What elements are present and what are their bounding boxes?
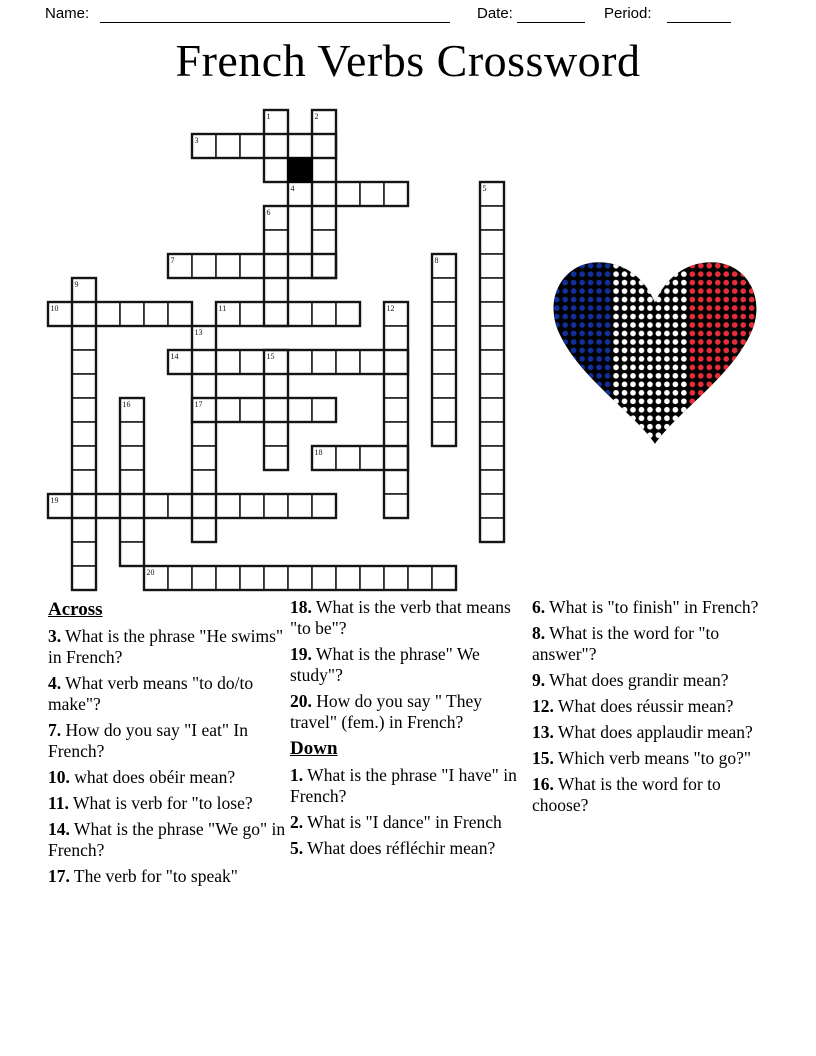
grid-cell[interactable] bbox=[432, 278, 456, 302]
clue-item-number: 13. bbox=[532, 722, 554, 742]
grid-cell[interactable] bbox=[192, 566, 216, 590]
grid-cell[interactable] bbox=[216, 134, 240, 158]
grid-cell[interactable] bbox=[240, 398, 264, 422]
clue-item: 16. What is the word for to choose? bbox=[532, 774, 721, 815]
grid-cell[interactable] bbox=[336, 350, 360, 374]
grid-cell[interactable] bbox=[72, 566, 96, 590]
grid-cell[interactable] bbox=[432, 326, 456, 350]
grid-cell[interactable] bbox=[264, 254, 288, 278]
grid-cell[interactable] bbox=[480, 326, 504, 350]
period-blank-line[interactable] bbox=[667, 6, 731, 23]
crossword-grid[interactable] bbox=[46, 108, 506, 597]
grid-cell[interactable] bbox=[216, 398, 240, 422]
grid-cell[interactable] bbox=[72, 302, 96, 326]
clue-item-number: 18. bbox=[290, 597, 312, 617]
grid-cell[interactable] bbox=[72, 494, 96, 518]
grid-cell[interactable] bbox=[240, 134, 264, 158]
grid-cell[interactable] bbox=[384, 470, 408, 494]
clue-item-number: 1. bbox=[290, 765, 304, 785]
grid-cell[interactable] bbox=[432, 566, 456, 590]
clue-number: 14 bbox=[170, 352, 179, 361]
grid-cell[interactable] bbox=[264, 374, 288, 398]
grid-cell[interactable] bbox=[432, 398, 456, 422]
clue-number: 18 bbox=[314, 448, 323, 457]
grid-cell[interactable] bbox=[312, 134, 336, 158]
page-title: French Verbs Crossword bbox=[175, 35, 641, 86]
grid-cell[interactable] bbox=[360, 566, 384, 590]
grid-cell[interactable] bbox=[168, 494, 192, 518]
grid-cell[interactable] bbox=[240, 494, 264, 518]
grid-cell[interactable] bbox=[480, 350, 504, 374]
heart-svg bbox=[544, 236, 766, 458]
clue-item: 12. What does réussir mean? bbox=[532, 696, 734, 716]
grid-cell[interactable] bbox=[336, 302, 360, 326]
grid-cell[interactable] bbox=[144, 302, 168, 326]
grid-cell[interactable] bbox=[120, 494, 144, 518]
grid-cell[interactable] bbox=[480, 254, 504, 278]
grid-cell[interactable] bbox=[72, 518, 96, 542]
clue-number: 16 bbox=[122, 400, 131, 409]
grid-cell[interactable] bbox=[312, 494, 336, 518]
grid-cell[interactable] bbox=[360, 182, 384, 206]
grid-cell[interactable] bbox=[312, 230, 336, 254]
clue-item-number: 20. bbox=[290, 691, 312, 711]
clue-item-number: 3. bbox=[48, 626, 62, 646]
grid-cell[interactable] bbox=[216, 566, 240, 590]
clue-number: 3 bbox=[194, 136, 199, 145]
grid-cell[interactable] bbox=[312, 254, 336, 278]
grid-cell[interactable] bbox=[480, 470, 504, 494]
clue-number: 15 bbox=[266, 352, 275, 361]
clue-item-number: 4. bbox=[48, 673, 62, 693]
clue-item-number: 11. bbox=[48, 793, 69, 813]
grid-cell[interactable] bbox=[96, 494, 120, 518]
grid-cell[interactable] bbox=[120, 302, 144, 326]
grid-cell[interactable] bbox=[312, 350, 336, 374]
grid-cell[interactable] bbox=[264, 494, 288, 518]
clue-item-number: 6. bbox=[532, 597, 546, 617]
grid-cell[interactable] bbox=[72, 542, 96, 566]
name-blank-line[interactable] bbox=[100, 6, 450, 23]
grid-cell[interactable] bbox=[312, 398, 336, 422]
clue-item-number: 15. bbox=[532, 748, 554, 768]
grid-cell[interactable] bbox=[240, 254, 264, 278]
grid-cell[interactable] bbox=[288, 302, 312, 326]
grid-cell[interactable] bbox=[480, 374, 504, 398]
grid-cell[interactable] bbox=[240, 350, 264, 374]
grid-cell[interactable] bbox=[192, 446, 216, 470]
grid-cell[interactable] bbox=[384, 566, 408, 590]
name-label: Name: bbox=[45, 5, 90, 22]
grid-cell[interactable] bbox=[264, 230, 288, 254]
grid-cell[interactable] bbox=[384, 326, 408, 350]
grid-cell[interactable] bbox=[72, 374, 96, 398]
grid-cell[interactable] bbox=[120, 542, 144, 566]
clue-item: 9. What does grandir mean? bbox=[532, 670, 729, 690]
grid-cell[interactable] bbox=[480, 398, 504, 422]
grid-cell[interactable] bbox=[408, 566, 432, 590]
clue-item-number: 2. bbox=[290, 812, 304, 832]
clue-item: 11. What is verb for "to lose? bbox=[48, 793, 253, 813]
grid-cell[interactable] bbox=[480, 518, 504, 542]
grid-cell[interactable] bbox=[384, 494, 408, 518]
grid-cell-black bbox=[288, 158, 312, 182]
grid-cell[interactable] bbox=[216, 350, 240, 374]
clue-item-number: 9. bbox=[532, 670, 546, 690]
clue-section-header: Down bbox=[290, 738, 338, 759]
grid-cell[interactable] bbox=[120, 470, 144, 494]
clue-number: 8 bbox=[434, 256, 439, 265]
grid-cell[interactable] bbox=[192, 374, 216, 398]
clue-item: 13. What does applaudir mean? bbox=[532, 722, 753, 742]
grid-cell[interactable] bbox=[360, 446, 384, 470]
heart-blue-band bbox=[544, 236, 612, 458]
clue-item-number: 5. bbox=[290, 838, 304, 858]
grid-cell[interactable] bbox=[384, 446, 408, 470]
clue-column-1 bbox=[48, 597, 290, 892]
grid-cell[interactable] bbox=[72, 398, 96, 422]
grid-cell[interactable] bbox=[432, 350, 456, 374]
grid-cell[interactable] bbox=[264, 278, 288, 302]
clue-item: 17. The verb for "to speak" bbox=[48, 866, 238, 886]
grid-cell[interactable] bbox=[72, 422, 96, 446]
grid-cell[interactable] bbox=[480, 230, 504, 254]
clue-item: 19. What is the phrase" We study"? bbox=[290, 644, 480, 685]
grid-cell[interactable] bbox=[288, 398, 312, 422]
clue-number: 17 bbox=[194, 400, 203, 409]
grid-cell[interactable] bbox=[72, 470, 96, 494]
clue-item: 15. Which verb means "to go?" bbox=[532, 748, 752, 768]
clue-item: 1. What is the phrase "I have" in French? bbox=[290, 765, 517, 806]
grid-cell[interactable] bbox=[480, 446, 504, 470]
clue-item: 2. What is "I dance" in French bbox=[290, 812, 502, 832]
clue-item: 10. what does obéir mean? bbox=[48, 767, 236, 787]
grid-cell[interactable] bbox=[432, 374, 456, 398]
grid-cell[interactable] bbox=[384, 350, 408, 374]
clue-item-number: 17. bbox=[48, 866, 70, 886]
grid-cell[interactable] bbox=[168, 302, 192, 326]
french-flag-heart bbox=[544, 236, 766, 463]
clue-number: 9 bbox=[74, 280, 79, 289]
grid-cell[interactable] bbox=[288, 134, 312, 158]
crossword-grid-svg[interactable] bbox=[46, 108, 506, 592]
grid-cell[interactable] bbox=[264, 398, 288, 422]
grid-cell[interactable] bbox=[192, 254, 216, 278]
clue-item: 4. What verb means "to do/to make"? bbox=[48, 673, 254, 714]
grid-cell[interactable] bbox=[216, 254, 240, 278]
grid-cell[interactable] bbox=[264, 446, 288, 470]
grid-cell[interactable] bbox=[384, 182, 408, 206]
grid-cell[interactable] bbox=[432, 422, 456, 446]
grid-cell[interactable] bbox=[144, 494, 168, 518]
grid-cell[interactable] bbox=[264, 158, 288, 182]
clue-item: 7. How do you say "I eat" In French? bbox=[48, 720, 248, 761]
clue-item: 18. What is the verb that means "to be"? bbox=[290, 597, 511, 638]
grid-cell[interactable] bbox=[72, 326, 96, 350]
grid-cell[interactable] bbox=[96, 302, 120, 326]
grid-cell[interactable] bbox=[480, 422, 504, 446]
clue-item: 6. What is "to finish" in French? bbox=[532, 597, 759, 617]
grid-cell[interactable] bbox=[336, 446, 360, 470]
clue-item: 8. What is the word for "to answer"? bbox=[532, 623, 720, 664]
grid-cell[interactable] bbox=[192, 470, 216, 494]
clue-item-number: 19. bbox=[290, 644, 312, 664]
grid-cell[interactable] bbox=[312, 566, 336, 590]
grid-cell[interactable] bbox=[312, 158, 336, 182]
clue-number: 12 bbox=[386, 304, 395, 313]
grid-cell[interactable] bbox=[120, 446, 144, 470]
grid-cell[interactable] bbox=[72, 446, 96, 470]
clue-number: 11 bbox=[218, 304, 227, 313]
clue-number: 2 bbox=[314, 112, 319, 121]
grid-cell[interactable] bbox=[312, 302, 336, 326]
clue-item-number: 12. bbox=[532, 696, 554, 716]
clue-number: 19 bbox=[50, 496, 59, 505]
grid-cell[interactable] bbox=[432, 302, 456, 326]
grid-cell[interactable] bbox=[192, 422, 216, 446]
date-label: Date: bbox=[477, 5, 513, 22]
grid-cell[interactable] bbox=[384, 398, 408, 422]
grid-cell[interactable] bbox=[480, 206, 504, 230]
grid-cell[interactable] bbox=[72, 350, 96, 374]
clue-column-3 bbox=[532, 597, 774, 821]
clue-number: 5 bbox=[482, 184, 487, 193]
clue-item-number: 10. bbox=[48, 767, 70, 787]
grid-cell[interactable] bbox=[384, 374, 408, 398]
grid-cell[interactable] bbox=[168, 566, 192, 590]
clue-item: 14. What is the phrase "We go" in French? bbox=[48, 819, 286, 860]
grid-cell[interactable] bbox=[264, 302, 288, 326]
clue-number: 13 bbox=[194, 328, 203, 337]
clue-item: 3. What is the phrase "He swims" in French? bbox=[48, 626, 284, 667]
clue-item: 20. How do you say " They travel" (fem.) in French? bbox=[290, 691, 483, 732]
grid-cell[interactable] bbox=[216, 494, 240, 518]
grid-cell[interactable] bbox=[360, 350, 384, 374]
clue-column-2 bbox=[290, 597, 532, 864]
grid-cell[interactable] bbox=[336, 182, 360, 206]
grid-cell[interactable] bbox=[288, 350, 312, 374]
clue-item: 5. What does réfléchir mean? bbox=[290, 838, 496, 858]
heart-red-band bbox=[688, 236, 766, 458]
grid-cell[interactable] bbox=[288, 566, 312, 590]
heart-white-band bbox=[612, 236, 688, 458]
grid-cell[interactable] bbox=[264, 566, 288, 590]
grid-cell[interactable] bbox=[192, 350, 216, 374]
grid-cell[interactable] bbox=[120, 518, 144, 542]
grid-cell[interactable] bbox=[480, 302, 504, 326]
grid-cell[interactable] bbox=[480, 494, 504, 518]
grid-cell[interactable] bbox=[288, 254, 312, 278]
clue-item-number: 16. bbox=[532, 774, 554, 794]
grid-cell[interactable] bbox=[240, 566, 264, 590]
clue-item-number: 8. bbox=[532, 623, 546, 643]
clue-item-number: 14. bbox=[48, 819, 70, 839]
clue-number: 1 bbox=[266, 112, 271, 121]
clue-number: 7 bbox=[170, 256, 175, 265]
grid-cell[interactable] bbox=[312, 182, 336, 206]
grid-cell[interactable] bbox=[480, 278, 504, 302]
grid-cell[interactable] bbox=[192, 494, 216, 518]
period-label: Period: bbox=[604, 5, 652, 22]
clue-number: 20 bbox=[146, 568, 155, 577]
grid-cell[interactable] bbox=[264, 422, 288, 446]
grid-cell[interactable] bbox=[312, 206, 336, 230]
clue-number: 6 bbox=[266, 208, 271, 217]
clue-item-number: 7. bbox=[48, 720, 62, 740]
clue-number: 4 bbox=[290, 184, 295, 193]
grid-cell[interactable] bbox=[384, 422, 408, 446]
grid-cell[interactable] bbox=[120, 422, 144, 446]
grid-cell[interactable] bbox=[264, 134, 288, 158]
grid-cell[interactable] bbox=[240, 302, 264, 326]
grid-cell[interactable] bbox=[192, 518, 216, 542]
clue-number: 10 bbox=[50, 304, 59, 313]
grid-cell[interactable] bbox=[336, 566, 360, 590]
date-blank-line[interactable] bbox=[517, 6, 585, 23]
grid-cell[interactable] bbox=[288, 494, 312, 518]
clue-section-header: Across bbox=[48, 599, 103, 620]
